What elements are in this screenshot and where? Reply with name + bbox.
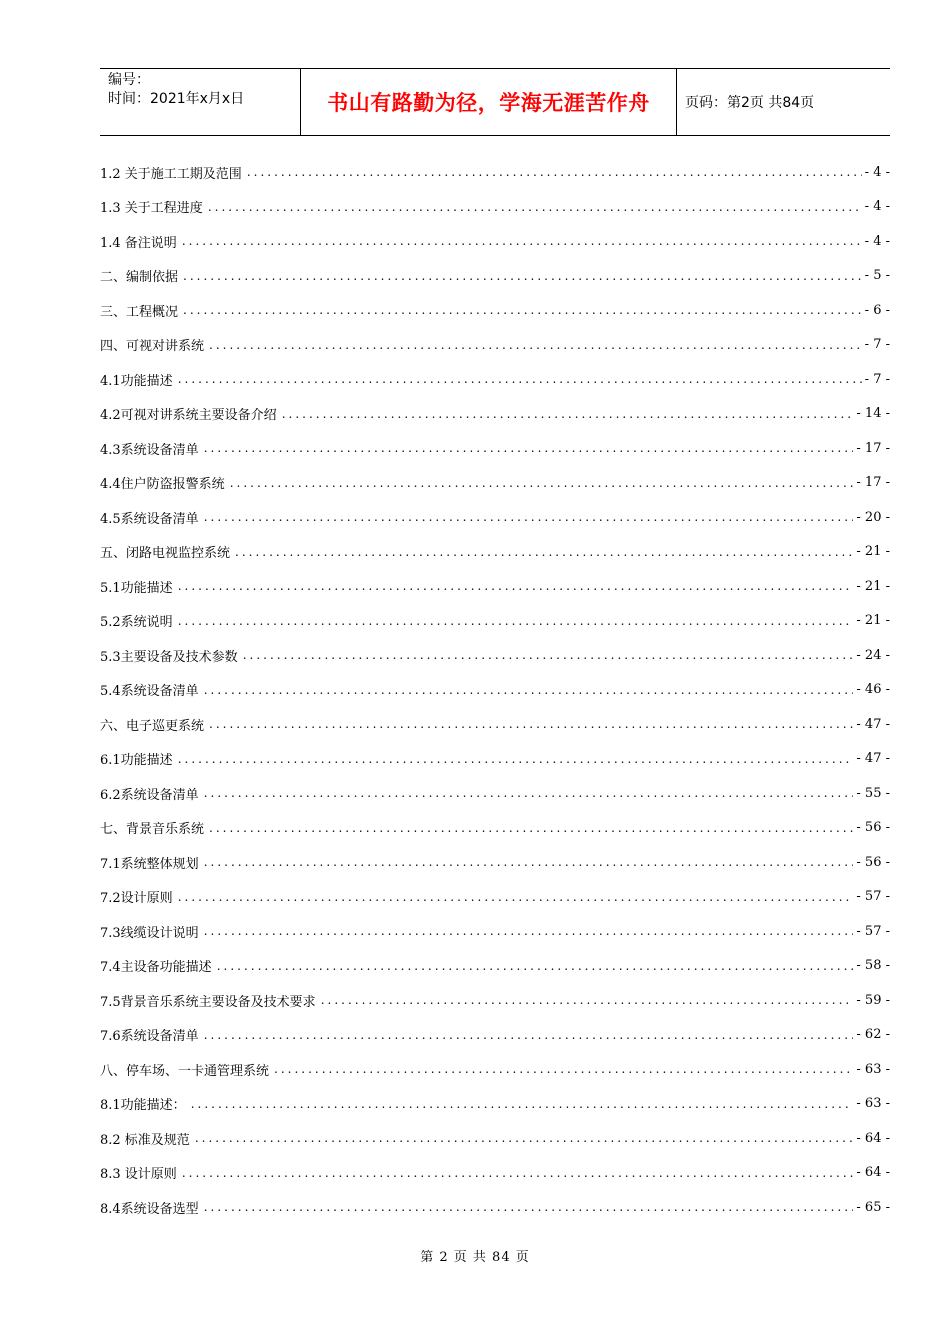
toc-entry[interactable] (100, 880, 890, 915)
toc-entry-title: 4.1功能描述 (100, 373, 173, 389)
toc-entry-page: - 6 - (864, 302, 890, 318)
toc-entry[interactable] (100, 1121, 890, 1156)
toc-entry-page: - 14 - (856, 406, 890, 422)
page-header (100, 68, 890, 136)
page-footer: 第 2 页 共 84 页 (420, 1250, 530, 1265)
toc-leader-dots (182, 1166, 854, 1180)
toc-entry[interactable] (100, 224, 890, 259)
toc-entry[interactable] (100, 569, 890, 604)
toc-entry[interactable] (100, 673, 890, 708)
toc-entry-title: 5.3主要设备及技术参数 (100, 649, 238, 665)
toc-leader-dots (243, 648, 854, 662)
toc-entry-page: - 64 - (856, 1130, 890, 1146)
toc-entry[interactable] (100, 293, 890, 328)
toc-entry-page: - 4 - (864, 164, 890, 180)
toc-entry-page: - 17 - (856, 475, 890, 491)
toc-leader-dots (230, 476, 854, 490)
toc-entry-title: 5.2系统说明 (100, 615, 173, 631)
toc-entry-title: 8.2 标准及规范 (100, 1132, 190, 1148)
toc-entry[interactable] (100, 776, 890, 811)
toc-entry-title: 四、可视对讲系统 (100, 339, 205, 355)
toc-entry-page: - 7 - (864, 371, 890, 387)
toc-entry[interactable] (100, 638, 890, 673)
toc-entry[interactable] (100, 500, 890, 535)
toc-entry[interactable] (100, 397, 890, 432)
toc-leader-dots (204, 510, 854, 524)
toc-entry-page: - 58 - (856, 958, 890, 974)
toc-entry-page: - 21 - (856, 578, 890, 594)
toc-entry-title: 7.1系统整体规划 (100, 856, 199, 872)
toc-entry-title: 五、闭路电视监控系统 (100, 546, 231, 562)
toc-leader-dots (209, 821, 853, 835)
toc-entry-page: - 57 - (856, 889, 890, 905)
toc-leader-dots (282, 407, 854, 421)
toc-entry-page: - 56 - (856, 854, 890, 870)
toc-leader-dots (195, 1131, 854, 1145)
toc-entry-page: - 57 - (856, 923, 890, 939)
toc-leader-dots (178, 890, 854, 904)
header-page-info: 页码：第2页 共84页 (685, 95, 815, 111)
toc-entry-page: - 21 - (856, 613, 890, 629)
toc-entry[interactable] (100, 466, 890, 501)
toc-entry-title: 5.1功能描述 (100, 580, 173, 596)
toc-entry-page: - 63 - (856, 1061, 890, 1077)
toc-entry-page: - 47 - (856, 716, 890, 732)
toc-leader-dots (247, 165, 862, 179)
toc-entry-page: - 65 - (856, 1199, 890, 1215)
toc-entry-page: - 20 - (856, 509, 890, 525)
toc-entry[interactable] (100, 707, 890, 742)
toc-entry[interactable] (100, 328, 890, 363)
toc-entry-title: 二、编制依据 (100, 270, 179, 286)
toc-entry-title: 三、工程概况 (100, 304, 179, 320)
toc-entry-page: - 4 - (864, 199, 890, 215)
toc-entry-title: 六、电子巡更系统 (100, 718, 205, 734)
toc-entry-page: - 59 - (856, 992, 890, 1008)
toc-entry[interactable] (100, 1087, 890, 1122)
toc-entry-title: 5.4系统设备清单 (100, 684, 199, 700)
toc-leader-dots (204, 924, 854, 938)
toc-entry-title: 4.3系统设备清单 (100, 442, 199, 458)
toc-leader-dots (178, 614, 854, 628)
toc-entry[interactable] (100, 949, 890, 984)
toc-entry-title: 4.2可视对讲系统主要设备介绍 (100, 408, 277, 424)
toc-entry-title: 7.2设计原则 (100, 891, 173, 907)
toc-entry-title: 八、停车场、一卡通管理系统 (100, 1063, 270, 1079)
toc-entry-title: 七、背景音乐系统 (100, 822, 205, 838)
toc-entry[interactable] (100, 535, 890, 570)
toc-entry[interactable] (100, 604, 890, 639)
toc-entry-title: 8.3 设计原则 (100, 1167, 177, 1183)
toc-entry-title: 1.3 关于工程进度 (100, 201, 203, 217)
toc-leader-dots (204, 1200, 854, 1214)
toc-entry[interactable] (100, 259, 890, 294)
toc-entry[interactable] (100, 362, 890, 397)
toc-entry-page: - 55 - (856, 785, 890, 801)
toc-leader-dots (178, 579, 854, 593)
toc-entry-page: - 63 - (856, 1096, 890, 1112)
toc-entry-title: 7.5背景音乐系统主要设备及技术要求 (100, 994, 316, 1010)
toc-entry-title: 6.2系统设备清单 (100, 787, 199, 803)
toc-entry[interactable] (100, 811, 890, 846)
toc-entry-title: 1.4 备注说明 (100, 235, 177, 251)
toc-entry[interactable] (100, 190, 890, 225)
toc-leader-dots (183, 269, 862, 283)
toc-entry[interactable] (100, 431, 890, 466)
number-label: 编号： (108, 72, 150, 88)
toc-leader-dots (191, 1097, 854, 1111)
toc-entry[interactable] (100, 1156, 890, 1191)
toc-leader-dots (217, 959, 854, 973)
toc-leader-dots (183, 303, 862, 317)
toc-entry-title: 7.6系统设备清单 (100, 1029, 199, 1045)
toc-entry[interactable] (100, 1052, 890, 1087)
toc-entry-page: - 17 - (856, 440, 890, 456)
header-slogan: 书山有路勤为径，学海无涯苦作舟 (301, 69, 677, 135)
toc-leader-dots (321, 993, 854, 1007)
toc-entry-title: 4.4住户防盗报警系统 (100, 477, 225, 493)
toc-entry-page: - 21 - (856, 544, 890, 560)
toc-entry-page: - 62 - (856, 1027, 890, 1043)
table-of-contents (100, 155, 890, 1225)
toc-leader-dots (204, 855, 854, 869)
toc-entry[interactable] (100, 1190, 890, 1225)
toc-leader-dots (274, 1062, 853, 1076)
toc-leader-dots (209, 338, 862, 352)
toc-entry-title: 8.1功能描述： (100, 1098, 186, 1114)
toc-entry-page: - 7 - (864, 337, 890, 353)
toc-leader-dots (182, 234, 862, 248)
toc-leader-dots (178, 372, 862, 386)
toc-entry-page: - 4 - (864, 233, 890, 249)
toc-entry-title: 4.5系统设备清单 (100, 511, 199, 527)
time-label: 时间：2021年x月x日 (108, 91, 245, 107)
toc-leader-dots (209, 717, 853, 731)
toc-entry-title: 7.3线缆设计说明 (100, 925, 199, 941)
toc-entry-page: - 46 - (856, 682, 890, 698)
toc-entry-title: 6.1功能描述 (100, 753, 173, 769)
toc-leader-dots (235, 545, 853, 559)
toc-entry-title: 1.2 关于施工工期及范围 (100, 166, 242, 182)
toc-entry-page: - 47 - (856, 751, 890, 767)
toc-entry-page: - 24 - (856, 647, 890, 663)
toc-leader-dots (204, 786, 854, 800)
toc-leader-dots (178, 752, 854, 766)
toc-entry-page: - 64 - (856, 1165, 890, 1181)
toc-entry-title: 7.4主设备功能描述 (100, 960, 212, 976)
toc-entry[interactable] (100, 155, 890, 190)
toc-leader-dots (208, 200, 862, 214)
toc-leader-dots (204, 683, 854, 697)
toc-entry[interactable] (100, 983, 890, 1018)
toc-entry-page: - 56 - (856, 820, 890, 836)
header-meta (100, 69, 301, 135)
toc-entry[interactable] (100, 845, 890, 880)
toc-entry-page: - 5 - (864, 268, 890, 284)
toc-leader-dots (204, 1028, 854, 1042)
toc-entry-title: 8.4系统设备选型 (100, 1201, 199, 1217)
toc-leader-dots (204, 441, 854, 455)
toc-entry[interactable] (100, 1018, 890, 1053)
toc-entry[interactable] (100, 914, 890, 949)
toc-entry[interactable] (100, 742, 890, 777)
